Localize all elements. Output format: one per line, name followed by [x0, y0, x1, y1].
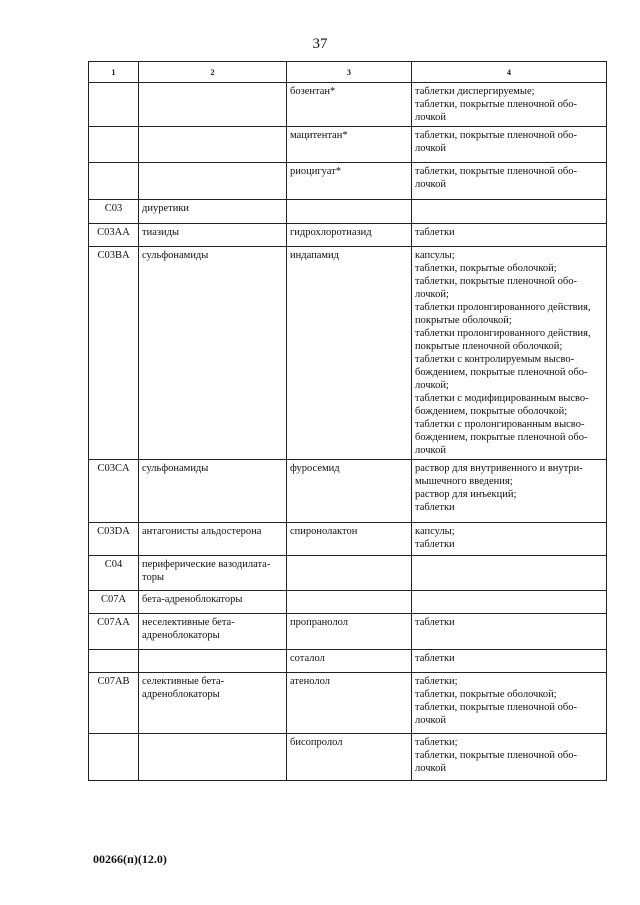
dosage-forms-cell	[412, 127, 607, 163]
column-header-3: 3	[287, 62, 412, 83]
drug-name-cell	[287, 247, 412, 460]
group-name-cell	[139, 734, 287, 781]
cell-text-line: адреноблокаторы	[142, 689, 220, 700]
table-row	[89, 673, 607, 734]
cell-text-line: раствор для инъекций;	[415, 489, 517, 500]
drug-name-cell	[287, 127, 412, 163]
cell-text-line: таблетки, покрытые оболочкой;	[415, 263, 557, 274]
dosage-forms-cell	[412, 460, 607, 523]
cell-text-line: таблетки	[415, 502, 455, 513]
dosage-forms-cell	[412, 523, 607, 556]
cell-text-line: таблетки	[415, 539, 455, 550]
cell-text-line: таблетки, покрытые пленочной обо-	[415, 99, 577, 110]
table-row	[89, 127, 607, 163]
cell-text-line: таблетки с пролонгированным высво-	[415, 419, 585, 430]
cell-text-line: бождением, покрытые оболочкой;	[415, 406, 568, 417]
dosage-forms-cell	[412, 163, 607, 200]
atc-code-cell: C03AA	[89, 224, 139, 247]
cell-text-line: бождением, покрытые пленочной обо-	[415, 432, 588, 443]
atc-code-cell: C07AB	[89, 673, 139, 734]
cell-text-line: бисопролол	[290, 737, 343, 748]
drug-name-cell	[287, 523, 412, 556]
group-name-cell	[139, 83, 287, 127]
group-name-cell	[139, 523, 287, 556]
cell-text-line: гидрохлоротиазид	[290, 227, 372, 238]
cell-text-line: бождением, покрытые пленочной обо-	[415, 367, 588, 378]
drug-name-cell	[287, 163, 412, 200]
cell-text-line: лочкой	[415, 179, 446, 190]
table-row	[89, 200, 607, 224]
atc-code-cell	[89, 83, 139, 127]
cell-text-line: бозентан*	[290, 86, 336, 97]
group-name-cell	[139, 614, 287, 650]
cell-text-line: сульфонамиды	[142, 250, 209, 261]
cell-text-line: таблетки	[415, 653, 455, 664]
dosage-forms-cell	[412, 591, 607, 614]
cell-text-line: таблетки, покрытые оболочкой;	[415, 689, 557, 700]
drug-name-cell	[287, 556, 412, 591]
drug-name-cell	[287, 673, 412, 734]
cell-text-line: лочкой	[415, 143, 446, 154]
medication-table	[88, 61, 607, 781]
cell-text-line: сульфонамиды	[142, 463, 209, 474]
cell-text-line: тиазиды	[142, 227, 180, 238]
cell-text-line: риоцигуат*	[290, 166, 342, 177]
cell-text-line: торы	[142, 572, 165, 583]
cell-text-line: адреноблокаторы	[142, 630, 220, 641]
atc-code-cell: C03CA	[89, 460, 139, 523]
cell-text-line: таблетки	[415, 617, 455, 628]
table-row	[89, 460, 607, 523]
cell-text-line: таблетки пролонгированного действия,	[415, 328, 591, 339]
cell-text-line: таблетки диспергируемые;	[415, 86, 535, 97]
atc-code-cell	[89, 163, 139, 200]
cell-text-line: неселективные бета-	[142, 617, 235, 628]
table-row	[89, 734, 607, 781]
drug-name-cell	[287, 614, 412, 650]
cell-text-line: таблетки, покрытые пленочной обо-	[415, 130, 577, 141]
cell-text-line: атенолол	[290, 676, 330, 687]
group-name-cell	[139, 200, 287, 224]
dosage-forms-cell	[412, 556, 607, 591]
table-header-row	[89, 62, 607, 83]
cell-text-line: лочкой	[415, 112, 446, 123]
atc-code-cell	[89, 127, 139, 163]
group-name-cell	[139, 127, 287, 163]
cell-text-line: капсулы;	[415, 250, 455, 261]
cell-text-line: антагонисты альдостерона	[142, 526, 262, 537]
dosage-forms-cell	[412, 614, 607, 650]
group-name-cell	[139, 163, 287, 200]
dosage-forms-cell	[412, 200, 607, 224]
cell-text-line: покрытые оболочкой;	[415, 315, 512, 326]
table-row	[89, 591, 607, 614]
group-name-cell	[139, 247, 287, 460]
table-row	[89, 247, 607, 460]
cell-text-line: таблетки;	[415, 676, 458, 687]
dosage-forms-cell	[412, 224, 607, 247]
atc-code-cell: C03	[89, 200, 139, 224]
cell-text-line: мацитентан*	[290, 130, 348, 141]
dosage-forms-cell	[412, 673, 607, 734]
cell-text-line: селективные бета-	[142, 676, 225, 687]
table-row	[89, 614, 607, 650]
atc-code-cell	[89, 650, 139, 673]
atc-code-cell: C07AA	[89, 614, 139, 650]
cell-text-line: соталол	[290, 653, 325, 664]
cell-text-line: лочкой	[415, 715, 446, 726]
cell-text-line: капсулы;	[415, 526, 455, 537]
atc-code-cell	[89, 734, 139, 781]
table-row	[89, 650, 607, 673]
dosage-forms-cell	[412, 83, 607, 127]
cell-text-line: таблетки, покрытые пленочной обо-	[415, 166, 577, 177]
dosage-forms-cell	[412, 247, 607, 460]
cell-text-line: таблетки, покрытые пленочной обо-	[415, 702, 577, 713]
column-header-1: 1	[89, 62, 139, 83]
group-name-cell	[139, 591, 287, 614]
cell-text-line: таблетки с модифицированным высво-	[415, 393, 589, 404]
drug-name-cell	[287, 460, 412, 523]
cell-text-line: периферические вазодилата-	[142, 559, 271, 570]
drug-name-cell	[287, 650, 412, 673]
cell-text-line: лочкой	[415, 445, 446, 456]
group-name-cell	[139, 556, 287, 591]
cell-text-line: бета-адреноблокаторы	[142, 594, 243, 605]
cell-text-line: покрытые пленочной оболочкой;	[415, 341, 563, 352]
cell-text-line: таблетки, покрытые пленочной обо-	[415, 276, 577, 287]
cell-text-line: таблетки пролонгированного действия,	[415, 302, 591, 313]
cell-text-line: спиронолактон	[290, 526, 358, 537]
cell-text-line: таблетки;	[415, 737, 458, 748]
dosage-forms-cell	[412, 650, 607, 673]
table-row	[89, 556, 607, 591]
drug-name-cell	[287, 83, 412, 127]
cell-text-line: лочкой;	[415, 380, 449, 391]
group-name-cell	[139, 460, 287, 523]
cell-text-line: лочкой;	[415, 289, 449, 300]
cell-text-line: раствор для внутривенного и внутри-	[415, 463, 583, 474]
document-code: 00266(п)(12.0)	[93, 852, 167, 866]
column-header-4: 4	[412, 62, 607, 83]
table-row	[89, 523, 607, 556]
drug-name-cell	[287, 200, 412, 224]
table-row	[89, 83, 607, 127]
atc-code-cell: C03BA	[89, 247, 139, 460]
dosage-forms-cell	[412, 734, 607, 781]
cell-text-line: мышечного введения;	[415, 476, 513, 487]
cell-text-line: таблетки с контролируемым высво-	[415, 354, 575, 365]
cell-text-line: диуретики	[142, 203, 190, 214]
table-row	[89, 224, 607, 247]
group-name-cell	[139, 650, 287, 673]
cell-text-line: таблетки	[415, 227, 455, 238]
atc-code-cell: C04	[89, 556, 139, 591]
group-name-cell	[139, 224, 287, 247]
column-header-2: 2	[139, 62, 287, 83]
cell-text-line: лочкой	[415, 763, 446, 774]
cell-text-line: пропранолол	[290, 617, 348, 628]
drug-name-cell	[287, 591, 412, 614]
drug-name-cell	[287, 734, 412, 781]
atc-code-cell: C03DA	[89, 523, 139, 556]
table-body	[89, 83, 607, 781]
page-number: 37	[312, 36, 328, 52]
group-name-cell	[139, 673, 287, 734]
cell-text-line: таблетки, покрытые пленочной обо-	[415, 750, 577, 761]
table-row	[89, 163, 607, 200]
drug-name-cell	[287, 224, 412, 247]
cell-text-line: фуросемид	[290, 463, 340, 474]
atc-code-cell: C07A	[89, 591, 139, 614]
cell-text-line: индапамид	[290, 250, 339, 261]
